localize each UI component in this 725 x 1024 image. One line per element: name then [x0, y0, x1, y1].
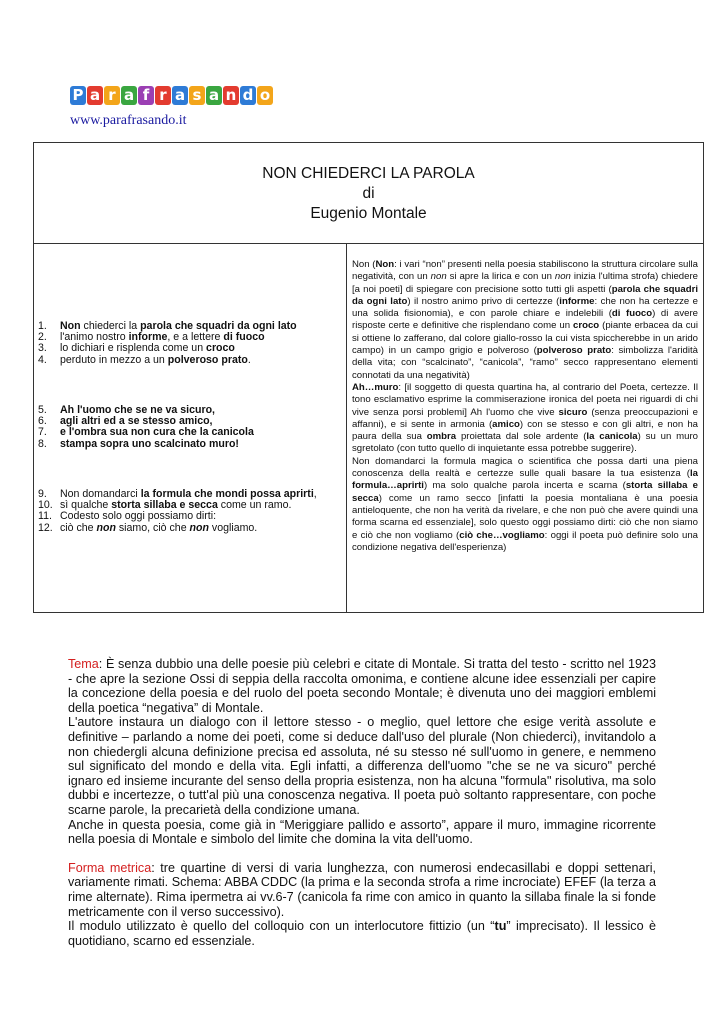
verse-number: 4.: [38, 353, 47, 366]
verse-text: vogliamo.: [208, 521, 258, 534]
poem-table: [33, 243, 704, 613]
verse-text: lo dichiari e risplenda come un: [60, 342, 207, 355]
verse-text: perduto in mezzo a un: [60, 353, 168, 366]
verse-line: [38, 523, 317, 534]
verse-text: .: [247, 353, 251, 366]
title-box: [33, 142, 704, 244]
parafrasando-logo[interactable]: [70, 86, 274, 105]
logo-letter: f: [138, 86, 154, 105]
tema-paragraph: Tema: È senza dubbio una delle poesie più celebri e citate di Montale. Si tratta del testo - scritto nel 1923 - che apre la sezione Ossi di seppia della raccolta omonima, e contiene alcune idee essenziali per capire la concezione della poesia e del ruolo del poeta secondo Montale; è divenuta uno dei maggiori emblemi della poetica “negativa” di Montale.: [68, 657, 656, 715]
verse-number: 8.: [38, 437, 47, 450]
verse-line: [38, 427, 254, 438]
forma-metrica-label: Forma metrica: [68, 860, 152, 875]
verse-number: 11.: [38, 510, 52, 523]
site-url-link[interactable]: www.parafrasando.it: [70, 113, 187, 128]
verse-bold: croco: [206, 342, 235, 355]
logo-letter: a: [121, 86, 137, 105]
commentary: [352, 259, 698, 554]
commentary-paragraph-1: Non (Non: i vari “non” presenti nella poesia stabiliscono la struttura circolare sulla negatività, con un non si apre la lirica e con un non inizia l'ultima strofa) chiedere [a noi poeti] di spiegare con precisione sotto tutti gli aspetti (parola che squadri da ogni lato) il nostro animo privo di certezze (informe: che non ha certezze e una solida fisionomia), e con parole chiare e indelebili (di fuoco) di avere risposte certe e definitive che risplendano come un croco (piante erbacea da cui si ottiene lo zafferano, dal colore giallo-rosso la cui vista spiccherebbe in un arido campo) in un campo grigio e polveroso (polveroso prato: simbolizza l'aridità della vita; con “scalcinato”, “canicola”, “ramo” secco rappresentano elementi connotati da una negatività): [352, 259, 699, 381]
logo-letter: o: [257, 86, 273, 105]
verse-bold: parola che squadri da ogni lato: [140, 320, 297, 332]
commentary-paragraph-2: Ah…muro: [il soggetto di questa quartina ha, al contrario del Poeta, certezze. Il tono esclamativo esprime la commiserazione ironica del poeta nei riguardi di chi vive senza porsi problemi] Ah l'uomo che vive sicuro (senza preoccupazioni e affanni), e si sente in armonia (amico) con se stesso e con gli altri, e non ha paura della sua ombra proiettata dal sole ardente (la canicola) su un muro sgretolato (con tutto quello di inquietante essa potrebbe suggerire).: [352, 381, 698, 455]
verse-text: sì qualche: [60, 499, 112, 512]
tema-label: Tema: [68, 657, 99, 671]
logo-letter: n: [223, 86, 239, 105]
verse-bold: polveroso prato: [167, 353, 248, 366]
verse-text: ciò che: [60, 521, 97, 534]
column-divider: [346, 243, 347, 612]
verse-number: 12.: [38, 521, 53, 534]
verse-text: come un ramo.: [217, 499, 292, 512]
verse-bold: Ah l'uomo che se ne va sicuro,: [60, 404, 215, 416]
verse-text: Non domandarci: [60, 488, 141, 500]
modulo-paragraph: Il modulo utilizzato è quello del colloquio con un interlocutore fittizio (un “tu” imprecisato). Il lessico è quotidiano, scarno ed essenziale.: [68, 919, 656, 948]
poem-author: Eugenio Montale: [310, 205, 427, 222]
verse-bold: agli altri ed a se stesso amico,: [60, 415, 213, 428]
logo-letter: a: [172, 86, 188, 105]
verse-bold: la formula che mondi possa aprirti: [140, 488, 314, 500]
verse-number: 6.: [38, 415, 47, 428]
stanza-3: [38, 489, 317, 534]
verse-bold: non: [96, 521, 116, 534]
verse-number: 5.: [38, 404, 47, 416]
muro-paragraph: Anche in questa poesia, come già in “Meriggiare pallido e assorto”, appare il muro, immagine ricorrente nella poesia di Montale e simbolo del limite che domina la vita dell'uomo.: [68, 817, 656, 847]
analysis-text: [68, 657, 656, 948]
forma-metrica-paragraph: Forma metrica: tre quartine di versi di varia lunghezza, con numerosi endecasillabi e doppi settenari, variamente rimati. Schema: ABBA CDDC (la prima e la seconda strofa a rime incrociate) EFEF (la terza a rime alternate). Rima ipermetra ai vv.6-7 (canicola fa rime con amico in quanto la sillaba finale la si fonde metricamente con il verso successivo).: [68, 860, 657, 919]
verse-text: Codesto solo oggi possiamo dirti:: [60, 510, 217, 523]
verse-text: siamo, ciò che: [115, 521, 190, 534]
poem-title: NON CHIEDERCI LA PAROLA: [262, 165, 475, 182]
verse-number: 1.: [38, 320, 47, 332]
logo-letter: a: [206, 86, 222, 105]
verse-bold: e l'ombra sua non cura che la canicola: [60, 426, 254, 439]
verse-text: ,: [313, 488, 317, 500]
verse-text: chiederci la: [80, 320, 141, 332]
verse-number: 9.: [38, 488, 47, 500]
verse-text: , e a lettere: [167, 331, 224, 344]
logo-letter: r: [155, 86, 171, 105]
logo-letter: P: [70, 86, 86, 105]
verse-number: 2.: [38, 331, 47, 344]
stanza-2: [38, 405, 254, 450]
verse-number: 10.: [38, 499, 53, 512]
logo-letter: r: [104, 86, 120, 105]
verse-number: 7.: [38, 426, 47, 439]
stanza-1: [38, 321, 297, 366]
verse-line: [38, 439, 254, 450]
verse-bold: di fuoco: [223, 331, 265, 344]
dialogo-paragraph: L'autore instaura un dialogo con il lettore stesso - o meglio, quel lettore che esige verità assolute e definitive – parlando a nome dei poeti, come si deduce dall'uso del plurale (Non chiederci), invitandolo a non chiedergli alcuna definizione precisa ed assoluta, né su stesso né sull'uomo in genere, e nemmeno sul significato del mondo e della vita. Egli infatti, a differenza dell'uomo "che se ne va sicuro" perché ignaro ed insieme incurante del senso della propria esistenza, non ha alcuna "formula" risolutiva, ma solo dubbi e incertezze, o tutt'al più una conoscenza negativa. Il poeta può soltanto rappresentare, con poche scarne parole, la precarietà della condizione umana.: [68, 715, 656, 817]
verse-bold: stampa sopra uno scalcinato muro!: [60, 437, 239, 450]
title-di: di: [362, 185, 375, 202]
verse-number: 3.: [38, 342, 47, 355]
logo-letter: a: [87, 86, 103, 105]
verse-line: [38, 355, 297, 366]
commentary-paragraph-3: Non domandarci la formula magica o scientifica che possa darti una piena conoscenza della realtà e certezze sulle quali basare la tua esistenza (la formula…aprirti) ma solo qualche parola incerta e scarna (storta sillaba e secca) come un ramo secco [infatti la poesia montaliana è una poesia antieloquente, che non ha verità da rivelare, e che non può che avere quindi una forma scarna ed essenziale], solo questo oggi possiamo dirti: ciò che non siamo e ciò che non vogliamo (ciò che…vogliamo: oggi il poeta può definire solo una condizione negativa dell'esperienza): [352, 455, 699, 553]
verse-bold: informe: [128, 331, 168, 344]
verse-bold: storta sillaba e secca: [111, 499, 218, 512]
verse-bold: non: [189, 521, 209, 534]
logo-letter: d: [240, 86, 256, 105]
verse-bold: Non: [60, 320, 81, 332]
logo-letter: s: [189, 86, 205, 105]
verse-text: l'animo nostro: [60, 331, 129, 344]
